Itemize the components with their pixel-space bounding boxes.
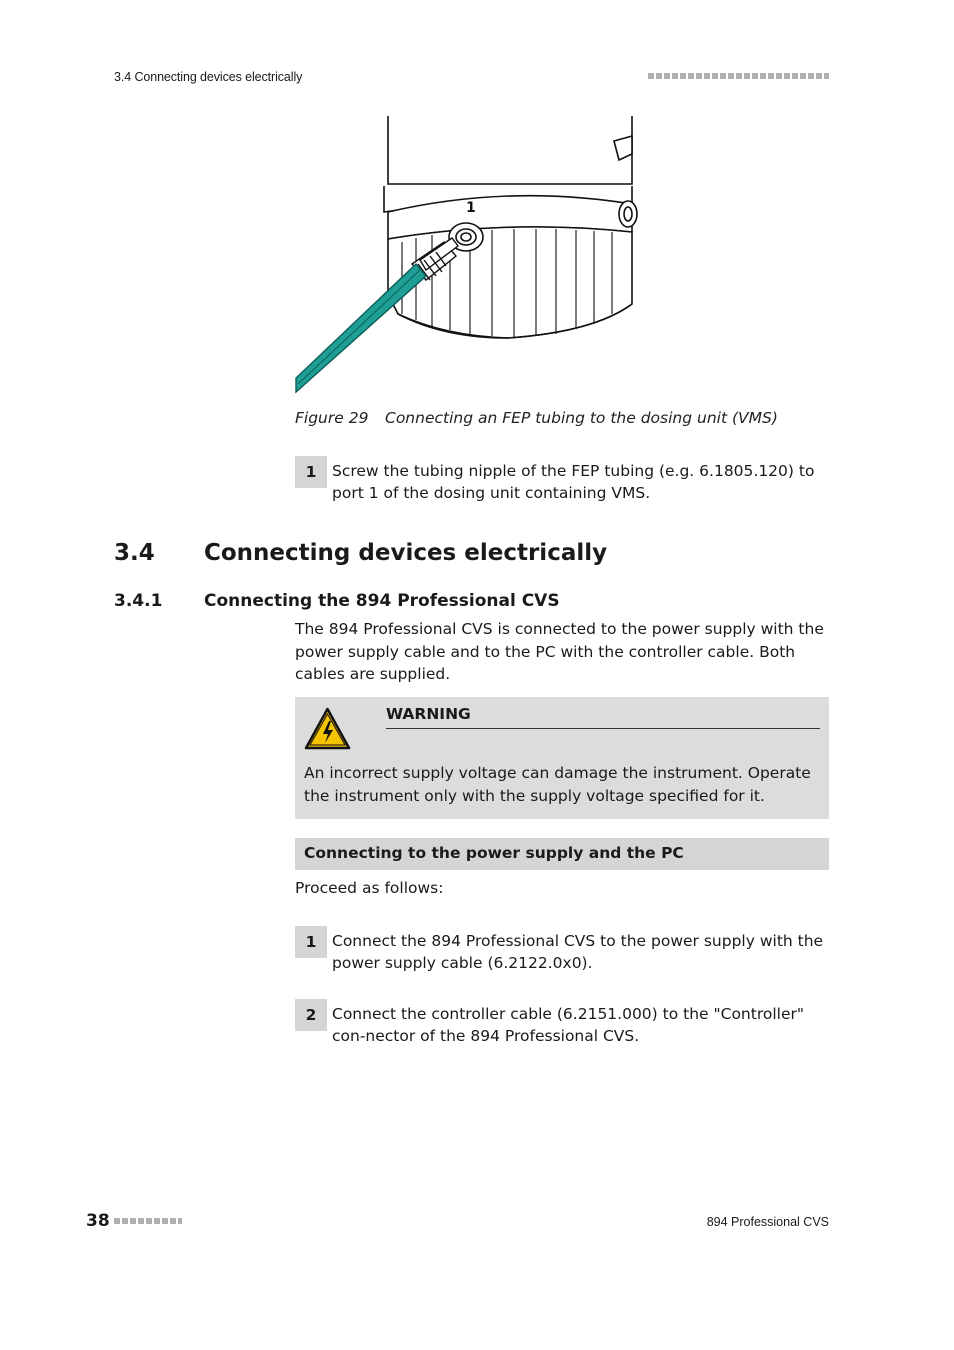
warning-title: WARNING (386, 705, 471, 723)
procedure-lead: Proceed as follows: (295, 879, 444, 897)
step-number: 1 (295, 926, 327, 958)
footer-dots-decoration (114, 1218, 182, 1226)
subsection-heading (114, 591, 560, 611)
figure-step (295, 456, 829, 504)
subsection-title: Connecting the 894 Professional CVS (204, 591, 560, 611)
high-voltage-warning-icon (304, 707, 351, 750)
running-header: 3.4 Connecting devices electrically (114, 70, 303, 84)
step-text: Connect the controller cable (6.2151.000) to the "Controller" con-nector of the 894 Professional CVS. (332, 1005, 805, 1045)
intro-paragraph: The 894 Professional CVS is connected to the power supply with the power supply cable and to the PC with the controller cable. Both cables are supplied. (295, 620, 824, 683)
figure-callout-1: 1 (466, 200, 476, 216)
figure-caption (295, 409, 778, 427)
section-heading (114, 540, 607, 566)
step-text: Connect the 894 Professional CVS to the power supply with the power supply cable (6.2122.0x0). (332, 932, 824, 972)
warning-rule (386, 728, 820, 729)
step-text: Screw the tubing nipple of the FEP tubing (e.g. 6.1805.120) to port 1 of the dosing unit containing VMS. (332, 462, 815, 502)
dosing-unit-illustration (294, 114, 654, 404)
procedure-title: Connecting to the power supply and the PC (304, 844, 684, 862)
header-dots-decoration (648, 73, 829, 81)
step-number: 1 (295, 456, 327, 488)
subsection-number: 3.4.1 (114, 591, 163, 611)
page-number: 38 (86, 1211, 110, 1231)
section-title: Connecting devices electrically (204, 540, 608, 566)
section-number: 3.4 (114, 540, 155, 566)
figure-number: Figure 29 (295, 409, 369, 427)
procedure-heading (295, 838, 829, 870)
step-number: 2 (295, 999, 327, 1031)
warning-text: An incorrect supply voltage can damage the instrument. Operate the instrument only with the supply voltage specified for it. (304, 764, 811, 805)
procedure-step (295, 926, 829, 974)
procedure-step (295, 999, 829, 1047)
figure-caption-text: Connecting an FEP tubing to the dosing unit (VMS) (385, 409, 778, 427)
warning-box (295, 697, 829, 819)
footer-product: 894 Professional CVS (706, 1215, 829, 1229)
